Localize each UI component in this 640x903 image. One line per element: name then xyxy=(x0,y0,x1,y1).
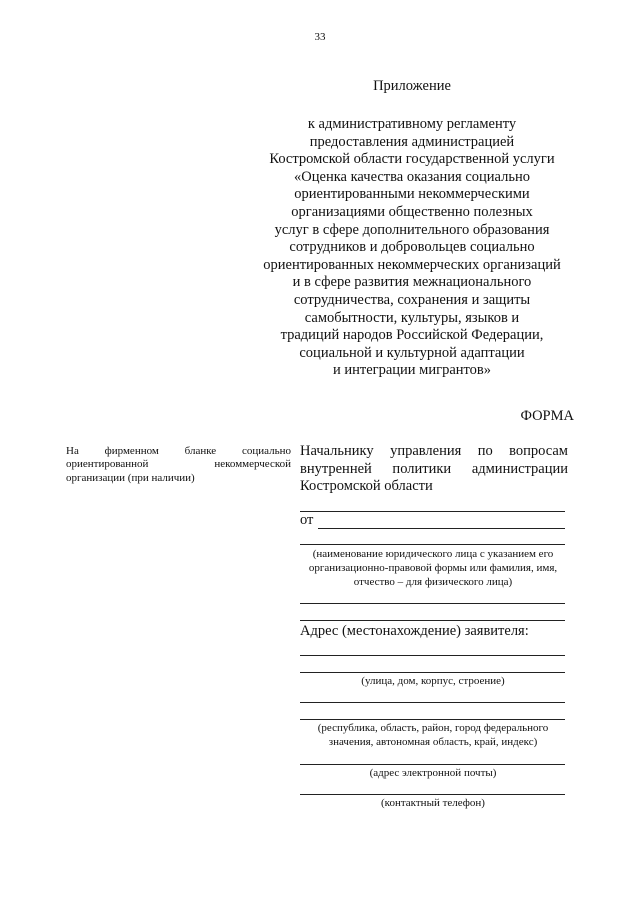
blank-line[interactable] xyxy=(300,511,565,512)
appendix-line: предоставления администрацией xyxy=(309,133,515,150)
caption-line: (республика, область, район, город федерального xyxy=(317,722,549,734)
caption-line: отчество – для физического лица) xyxy=(353,576,513,588)
appendix-line: традиций народов Российской Федерации, xyxy=(280,327,544,344)
region-caption xyxy=(298,721,568,749)
letterhead-note-line: На фирменном бланке социально xyxy=(66,445,291,457)
page-number: 33 xyxy=(314,31,326,43)
appendix-line: к административному регламенту xyxy=(307,116,517,132)
appendix-line: сотрудников и добровольцев социально xyxy=(289,239,535,256)
email-caption: (адрес электронной почты) xyxy=(369,767,497,779)
blank-line[interactable] xyxy=(300,603,565,604)
appendix-line: сотрудничества, сохранения и защиты xyxy=(293,291,531,308)
appendix-line: организациями общественно полезных xyxy=(291,203,533,220)
form-label: ФОРМА xyxy=(520,408,574,424)
applicant-caption xyxy=(298,547,568,589)
appendix-line: «Оценка качества оказания социально xyxy=(294,168,530,185)
appendix-line: социальной и культурной адаптации xyxy=(299,344,525,361)
blank-line[interactable] xyxy=(300,620,565,621)
appendix-line: Костромской области государственной услуги xyxy=(269,151,555,168)
phone-field[interactable] xyxy=(300,794,565,795)
addressee-line: Начальнику управления по вопросам xyxy=(300,443,568,459)
region-field[interactable] xyxy=(300,719,565,720)
appendix-line: самобытности, культуры, языков и xyxy=(304,309,520,326)
address-heading: Адрес (местонахождение) заявителя: xyxy=(300,623,529,639)
appendix-line: ориентированными некоммерческими xyxy=(294,186,530,203)
addressee-block xyxy=(300,443,568,496)
letterhead-note-line: организации (при наличии) xyxy=(66,471,195,484)
appendix-line: и интеграции мигрантов» xyxy=(332,362,492,379)
applicant-name-field-continued[interactable] xyxy=(300,544,565,545)
appendix-title: Приложение xyxy=(373,78,451,94)
addressee-line: внутренней политики администрации xyxy=(300,460,568,477)
street-field[interactable] xyxy=(300,672,565,673)
caption-line: (наименование юридического лица с указанием его xyxy=(312,548,554,560)
phone-caption: (контактный телефон) xyxy=(381,797,485,809)
addressee-line: Костромской области xyxy=(300,478,433,495)
email-field[interactable] xyxy=(300,764,565,765)
appendix-line: ориентированных некоммерческих организаций xyxy=(263,256,561,273)
caption-line: организационно-правовой формы или фамилия, имя, xyxy=(308,562,558,574)
address-field[interactable] xyxy=(300,655,565,656)
from-label: от xyxy=(300,512,314,528)
appendix-line: и в сфере развития межнационального xyxy=(292,274,532,291)
letterhead-note-line: ориентированной некоммерческой xyxy=(66,458,291,471)
appendix-line: услуг в сфере дополнительного образования xyxy=(274,221,550,238)
street-caption: (улица, дом, корпус, строение) xyxy=(361,675,505,687)
applicant-name-field[interactable] xyxy=(318,528,565,529)
address-field[interactable] xyxy=(300,702,565,703)
appendix-reference xyxy=(240,116,584,380)
caption-line: значения, автономная область, край, индекс) xyxy=(328,736,538,748)
letterhead-note xyxy=(66,445,291,485)
